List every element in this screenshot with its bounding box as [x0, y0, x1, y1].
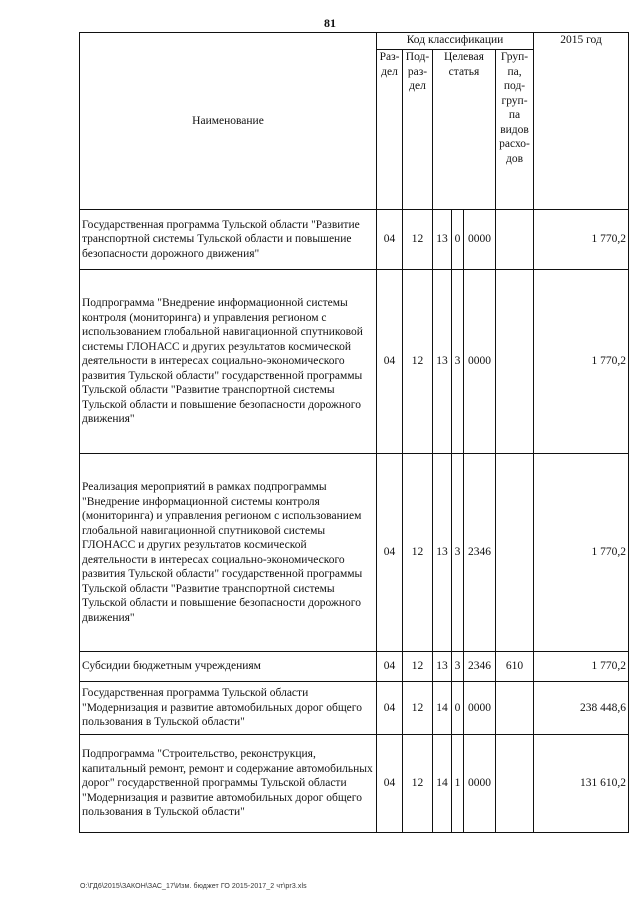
- row-target-direction: 0000: [464, 682, 496, 735]
- row-target-direction: 2346: [464, 454, 496, 652]
- row-target-subprogram: 3: [452, 454, 464, 652]
- header-classification: Код классификации: [377, 33, 534, 50]
- row-amount: 1 770,2: [534, 652, 629, 682]
- row-section: 04: [377, 735, 403, 833]
- row-amount: 1 770,2: [534, 270, 629, 454]
- table-row: [80, 652, 629, 682]
- budget-table: [79, 32, 629, 833]
- row-expense-group: [496, 270, 534, 454]
- row-section: 04: [377, 682, 403, 735]
- row-amount: 1 770,2: [534, 454, 629, 652]
- header-section: Раз- дел: [377, 50, 403, 210]
- row-name: Подпрограмма "Строительство, реконструкция, капитальный ремонт, ремонт и содержание автомобильных дорог" государственной программы Тульской области "Модернизация и развитие автомобильных дорог общего пользования в Тульской области": [80, 735, 377, 833]
- file-path-footer: O:\ГД6\2015\ЗАКОН\ЗАС_17\Изм. бюджет ГО 2015-2017_2 чт\pr3.xls: [80, 883, 307, 890]
- page-number: 81: [324, 16, 336, 30]
- row-expense-group: [496, 682, 534, 735]
- row-amount: 1 770,2: [534, 210, 629, 270]
- row-target-subprogram: 3: [452, 652, 464, 682]
- row-target-direction: 0000: [464, 735, 496, 833]
- row-name: Субсидии бюджетным учреждениям: [80, 652, 377, 682]
- row-name: Реализация мероприятий в рамках подпрограммы "Внедрение информационной системы контроля (мониторинга) и управления регионом с использованием глобальной навигационной спутниковой системы ГЛОНАСС и других результатов космической деятельности в интересах социально-экономического развития Тульской области" государственной программы Тульской области "Развитие транспортной системы Тульской области и повышение безопасности дорожного движения": [80, 454, 377, 652]
- row-target-direction: 0000: [464, 270, 496, 454]
- table-row: [80, 682, 629, 735]
- row-expense-group: [496, 454, 534, 652]
- table-row: [80, 735, 629, 833]
- row-target-program: 13: [433, 454, 452, 652]
- header-expense-group: Груп- па, под- груп- па видов расхо- дов: [496, 50, 534, 210]
- header-year: 2015 год: [534, 33, 629, 210]
- header-target-article: Целевая статья: [433, 50, 496, 210]
- row-subsection: 12: [403, 210, 433, 270]
- row-expense-group: [496, 210, 534, 270]
- row-target-program: 13: [433, 652, 452, 682]
- table-row: [80, 454, 629, 652]
- table-row: [80, 210, 629, 270]
- row-section: 04: [377, 652, 403, 682]
- row-subsection: 12: [403, 682, 433, 735]
- row-target-direction: 0000: [464, 210, 496, 270]
- row-subsection: 12: [403, 454, 433, 652]
- row-amount: 238 448,6: [534, 682, 629, 735]
- row-name: Государственная программа Тульской области "Развитие транспортной системы Тульской области и повышение безопасности дорожного движения": [80, 210, 377, 270]
- row-subsection: 12: [403, 735, 433, 833]
- row-name: Подпрограмма "Внедрение информационной системы контроля (мониторинга) и управления регионом с использованием глобальной навигационной спутниковой системы ГЛОНАСС и других результатов космической деятельности в интересах социально-экономического развития Тульской области" государственной программы Тульской области "Развитие транспортной системы Тульской области и повышение безопасности дорожного движения": [80, 270, 377, 454]
- header-subsection: Под- раз- дел: [403, 50, 433, 210]
- row-subsection: 12: [403, 270, 433, 454]
- row-subsection: 12: [403, 652, 433, 682]
- row-target-program: 14: [433, 682, 452, 735]
- table-row: [80, 270, 629, 454]
- row-target-subprogram: 3: [452, 270, 464, 454]
- row-section: 04: [377, 210, 403, 270]
- row-target-program: 14: [433, 735, 452, 833]
- row-target-direction: 2346: [464, 652, 496, 682]
- row-expense-group: [496, 735, 534, 833]
- row-amount: 131 610,2: [534, 735, 629, 833]
- row-name: Государственная программа Тульской области "Модернизация и развитие автомобильных дорог общего пользования в Тульской области": [80, 682, 377, 735]
- row-target-subprogram: 0: [452, 210, 464, 270]
- row-target-program: 13: [433, 210, 452, 270]
- row-target-subprogram: 0: [452, 682, 464, 735]
- row-expense-group: 610: [496, 652, 534, 682]
- row-section: 04: [377, 270, 403, 454]
- row-target-subprogram: 1: [452, 735, 464, 833]
- header-name: Наименование: [80, 33, 377, 210]
- row-section: 04: [377, 454, 403, 652]
- row-target-program: 13: [433, 270, 452, 454]
